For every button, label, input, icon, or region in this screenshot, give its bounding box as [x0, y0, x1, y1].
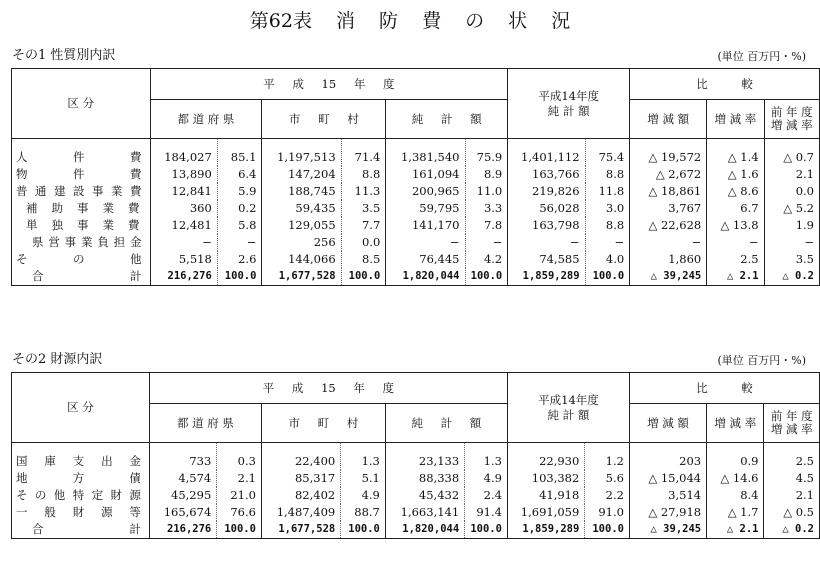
header-zennendo	[764, 404, 820, 443]
table-cell: 74,585	[539, 252, 580, 266]
table-cell: 256	[313, 235, 336, 249]
table-cell: 100.0	[465, 521, 508, 539]
table-cell: 129,055	[288, 218, 336, 232]
table-cell: 1.3	[341, 443, 386, 471]
table-cell: 100.0	[341, 268, 386, 286]
table-cell: 71.4	[341, 139, 386, 167]
table-cell: 4.9	[465, 470, 508, 487]
unit-label-1: (単位 百万円・%)	[717, 50, 806, 63]
table-cell: 100.0	[341, 521, 386, 539]
header-zogengaku: 増 減 額	[630, 100, 707, 139]
table-cell: 11.8	[585, 183, 630, 200]
table-row	[12, 234, 820, 251]
table-cell: 216,276	[150, 268, 217, 286]
table-cell: 1,381,540	[400, 150, 460, 164]
row-label: 一般財源等	[12, 504, 150, 521]
table-cell: 733	[189, 454, 212, 468]
row-label: 合 計	[12, 268, 151, 286]
header-junkei: 純 計 額	[385, 404, 507, 443]
table-cell: 56,028	[539, 201, 580, 215]
table-cell: △ 2.1	[707, 268, 764, 286]
table-cell: 1,691,059	[520, 505, 580, 519]
table-cell: 2.4	[465, 487, 508, 504]
row-label: 国庫支出金	[12, 443, 150, 471]
table-cell: △ 18,861	[630, 183, 707, 200]
table-cell: 203	[629, 443, 706, 471]
unit-label-2: (単位 百万円・%)	[717, 354, 806, 367]
table-cell: 1,859,289	[507, 521, 584, 539]
table-cell: △ 22,628	[630, 217, 707, 234]
table-row	[12, 217, 820, 234]
header-junkei: 純 計 額	[386, 100, 508, 139]
table-cell: 23,133	[418, 454, 460, 468]
table-cell: 82,402	[294, 488, 336, 502]
table-cell: 21.0	[217, 487, 262, 504]
table-cell: −	[764, 234, 819, 251]
table-cell: 0.0	[341, 234, 386, 251]
table-cell: 0.0	[764, 183, 819, 200]
table-cell: 88,338	[418, 471, 460, 485]
table-cell: 1,401,112	[521, 150, 580, 164]
row-label: そ の 他	[12, 251, 151, 268]
table-cell: △ 39,245	[630, 268, 707, 286]
table-cell: 8.4	[707, 487, 764, 504]
table-cell: 8.9	[465, 166, 508, 183]
table-cell: 8.8	[585, 217, 630, 234]
table-cell: 219,826	[532, 184, 580, 198]
table-cell: 12,481	[171, 218, 212, 232]
table-cell: 5.8	[217, 217, 262, 234]
header-heisei14-line1: 平成14年度	[538, 88, 600, 103]
table-row	[12, 166, 820, 183]
table-cell: 4.2	[465, 251, 508, 268]
table-cell: △ 39,245	[629, 521, 706, 539]
table-cell: −	[585, 234, 630, 251]
table-row	[12, 183, 820, 200]
header-todofuken: 都 道 府 県	[150, 100, 262, 139]
table-cell: 6.7	[707, 200, 764, 217]
header-heisei15: 平 成 15 年 度	[149, 373, 507, 404]
table-cell: 85.1	[217, 139, 262, 167]
header-zogenritsu: 増 減 率	[707, 404, 764, 443]
table-cell: 100.0	[217, 268, 262, 286]
table-cell: 59,795	[419, 201, 460, 215]
table-cell: △ 2.1	[707, 521, 764, 539]
row-label: 物 件 費	[12, 166, 151, 183]
table-cell: 100.0	[465, 268, 508, 286]
table-cell: △ 1.6	[707, 166, 764, 183]
table-cell: 147,204	[288, 167, 336, 181]
table-cell: 0.3	[217, 443, 262, 471]
table-cell: −	[465, 234, 508, 251]
table-cell: 0.2	[217, 200, 262, 217]
table-cell: 161,094	[411, 167, 460, 181]
header-zennendo	[764, 100, 819, 139]
table-row	[12, 139, 820, 167]
table-row	[12, 504, 820, 521]
table-revenue-source	[11, 372, 820, 539]
table-cell: 1,197,513	[277, 150, 336, 164]
table-cell: △ 0.2	[764, 521, 820, 539]
table-cell: 3,514	[629, 487, 706, 504]
table-cell: 3.0	[585, 200, 630, 217]
table-cell: 12,841	[171, 184, 212, 198]
table-cell: 144,066	[288, 252, 336, 266]
table-cell: 11.3	[341, 183, 386, 200]
table-cell: 76.6	[217, 504, 262, 521]
table-cell: 22,930	[539, 454, 580, 468]
header-kubun: 区 分	[12, 373, 150, 443]
header-heisei14	[507, 373, 629, 443]
table-cell: 4.9	[341, 487, 386, 504]
table-row	[12, 487, 820, 504]
table-cell: 1,663,141	[400, 505, 460, 519]
table-cell: 7.8	[465, 217, 508, 234]
table-row	[12, 268, 820, 286]
table-cell: 200,965	[411, 184, 460, 198]
header-zogenritsu: 増 減 率	[707, 100, 764, 139]
header-zennendo-line2: 増 減 率	[770, 118, 813, 132]
table-cell: △ 19,572	[630, 139, 707, 167]
table-cell: 45,295	[171, 488, 212, 502]
table-cell: 103,382	[531, 471, 580, 485]
table-cell: 4.5	[764, 470, 820, 487]
row-label: その他特定財源	[12, 487, 150, 504]
header-heisei14-line2: 純 計 額	[547, 407, 590, 422]
table-cell: 2.6	[217, 251, 262, 268]
section1-label: その1 性質別内訳	[12, 48, 116, 63]
table-cell: △ 13.8	[707, 217, 764, 234]
table-cell: 59,435	[295, 201, 336, 215]
header-todofuken: 都 道 府 県	[149, 404, 261, 443]
table-cell: 41,918	[539, 488, 580, 502]
header-zogengaku: 増 減 額	[629, 404, 706, 443]
header-zennendo-line1: 前 年 度	[770, 409, 813, 423]
table-cell: 1,860	[630, 251, 707, 268]
table-cell: −	[217, 234, 262, 251]
table-cell: 7.7	[341, 217, 386, 234]
row-label: 人 件 費	[12, 139, 151, 167]
table-cell: 76,445	[419, 252, 460, 266]
table-cell: −	[449, 235, 460, 249]
table-cell: 188,745	[288, 184, 336, 198]
table-cell: 3,767	[630, 200, 707, 217]
table-cell: △ 5.2	[764, 200, 819, 217]
table-cell: △ 14.6	[707, 470, 764, 487]
table-row	[12, 251, 820, 268]
table-cell: 45,432	[418, 488, 460, 502]
table-cell: 6.4	[217, 166, 262, 183]
table-cell: △ 1.7	[707, 504, 764, 521]
header-shichoson: 市 町 村	[262, 100, 386, 139]
table-cell: 8.5	[341, 251, 386, 268]
row-label: 普通建設事業費	[12, 183, 151, 200]
table-cell: 5,518	[178, 252, 212, 266]
table-cell: −	[707, 234, 764, 251]
table-cell: 5.6	[585, 470, 630, 487]
table-cell: 1,859,289	[508, 268, 585, 286]
table-cell: 2.2	[585, 487, 630, 504]
header-heisei14	[508, 69, 630, 139]
row-label: 補助事業費	[12, 200, 151, 217]
table-cell: 4.0	[585, 251, 630, 268]
row-label: 合 計	[12, 521, 150, 539]
header-zennendo-line1: 前 年 度	[770, 105, 813, 119]
table-cell: 360	[189, 201, 212, 215]
table-cell: △ 15,044	[629, 470, 706, 487]
table-cell: 100.0	[585, 268, 630, 286]
table-cell: 13,890	[171, 167, 212, 181]
row-label: 単独事業費	[12, 217, 151, 234]
table-cell: 8.8	[341, 166, 386, 183]
table-cell: 2.5	[764, 443, 820, 471]
table-cell: 163,766	[532, 167, 580, 181]
header-hikaku: 比 較	[630, 69, 820, 100]
table-cell: 91.0	[585, 504, 630, 521]
table-cell: 1.2	[585, 443, 630, 471]
row-label: 地 方 債	[12, 470, 150, 487]
table-cell: 11.0	[465, 183, 508, 200]
table-cell: 1,487,409	[276, 505, 336, 519]
table-row	[12, 200, 820, 217]
table-cell: △ 0.7	[764, 139, 819, 167]
table-cell: 4,574	[178, 471, 212, 485]
table-cell: 163,798	[532, 218, 580, 232]
table-cell: △ 27,918	[629, 504, 706, 521]
table-cell: 2.5	[707, 251, 764, 268]
header-heisei14-line1: 平成14年度	[538, 392, 599, 407]
header-heisei15: 平 成 15 年 度	[150, 69, 508, 100]
table-cell: △ 0.2	[764, 268, 819, 286]
table-row	[12, 470, 820, 487]
table-cell: △ 1.4	[707, 139, 764, 167]
table-cell: 184,027	[164, 150, 212, 164]
header-hikaku: 比 較	[629, 373, 819, 404]
table-cell: △ 8.6	[707, 183, 764, 200]
table-cell: −	[202, 235, 212, 249]
table-cell: 3.3	[465, 200, 508, 217]
table-cell: 5.9	[217, 183, 262, 200]
header-kubun: 区 分	[12, 69, 151, 139]
table-expenditure-by-nature	[11, 68, 820, 286]
table-cell: 2.1	[764, 487, 820, 504]
table-row	[12, 521, 820, 539]
table-cell: 75.4	[585, 139, 630, 167]
table-cell: 141,170	[411, 218, 460, 232]
table-cell: 1,820,044	[385, 521, 464, 539]
header-heisei14-line2: 純 計 額	[547, 103, 590, 118]
table-cell: −	[630, 234, 707, 251]
table-cell: 85,317	[294, 471, 336, 485]
table-cell: 3.5	[341, 200, 386, 217]
table-cell: 22,400	[294, 454, 336, 468]
page-title: 第62表 消 防 費 の 状 況	[249, 10, 571, 32]
row-label: 県営事業負担金	[12, 234, 151, 251]
header-zennendo-line2: 増 減 率	[770, 422, 813, 436]
table-cell: 3.5	[764, 251, 819, 268]
table-cell: △ 0.5	[764, 504, 820, 521]
table-cell: −	[569, 235, 580, 249]
table-cell: 2.1	[217, 470, 262, 487]
table-cell: 75.9	[465, 139, 508, 167]
table-cell: 1,677,528	[261, 521, 340, 539]
table-cell: △ 2,672	[630, 166, 707, 183]
table-cell: 165,674	[163, 505, 212, 519]
table-cell: 100.0	[585, 521, 630, 539]
table-cell: 216,276	[149, 521, 216, 539]
table-row	[12, 443, 820, 471]
table-cell: 1.3	[465, 443, 508, 471]
table-cell: 0.9	[707, 443, 764, 471]
table-cell: 100.0	[217, 521, 262, 539]
table-cell: 8.8	[585, 166, 630, 183]
table-cell: 1,820,044	[386, 268, 465, 286]
table-cell: 2.1	[764, 166, 819, 183]
table-cell: 91.4	[465, 504, 508, 521]
table-cell: 1,677,528	[262, 268, 341, 286]
header-shichoson: 市 町 村	[261, 404, 385, 443]
table-cell: 88.7	[341, 504, 386, 521]
table-cell: 1.9	[764, 217, 819, 234]
table-cell: 5.1	[341, 470, 386, 487]
section2-label: その2 財源内訳	[12, 352, 103, 367]
